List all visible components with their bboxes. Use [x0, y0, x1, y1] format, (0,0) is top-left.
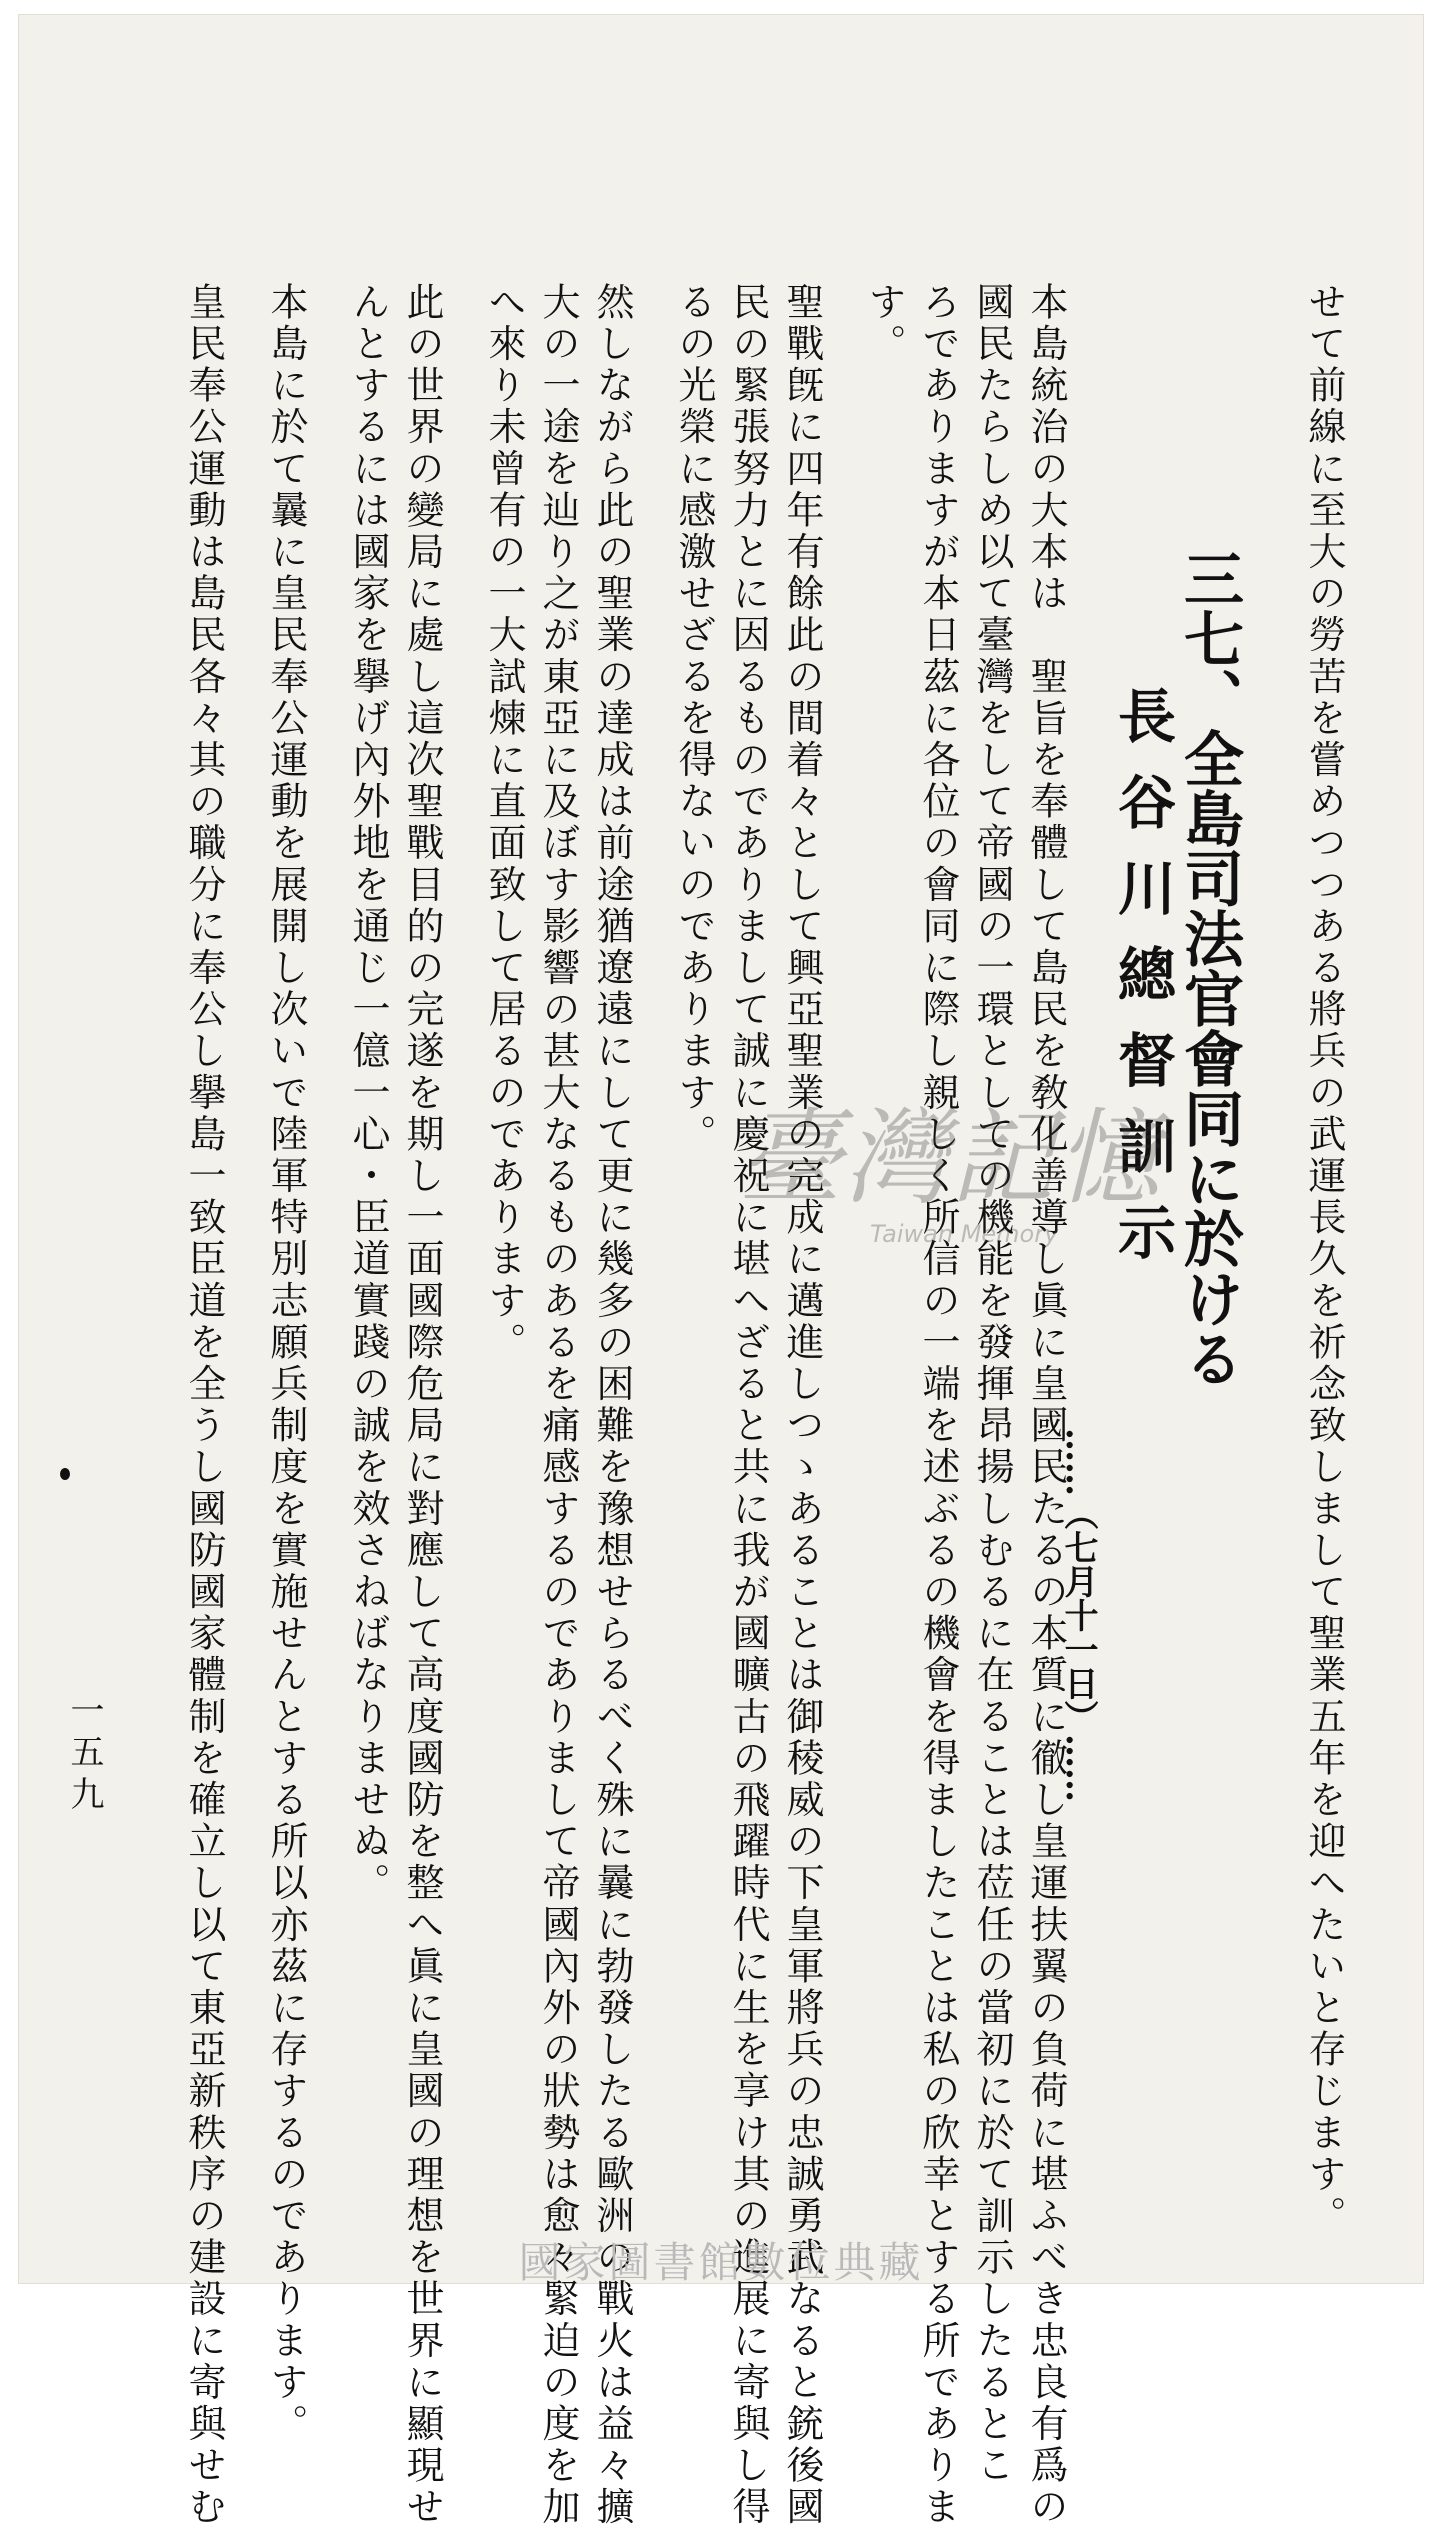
body-line: 本島に於て曩に皇民奉公運動を展開し次いで陸軍特別志願兵制度を實施せんとする所以亦茲に存するのであります。 — [264, 282, 308, 2446]
body-line: 皇民奉公運動は島民各々其の職分に奉公し擧島一致臣道を全うし國防國家體制を確立し以て東亞新秩序の建設に寄與せむ — [182, 282, 226, 2528]
watermark-subtext: Taiwan Memory — [870, 1220, 1059, 1248]
prev-section-line: せて前線に至大の勞苦を嘗めつつある將兵の武運長久を祈念致しまして聖業五年を迎へたいと存じます。 — [1302, 282, 1346, 2238]
body-line: ろでありますが本日茲に各位の會同に際し親しく所信の一端を述ぶるの機會を得ましたことは私の欣幸とする所でありま — [916, 282, 960, 2528]
ink-dot — [60, 1468, 70, 1480]
body-line: 聖戰旣に四年有餘此の間着々として興亞聖業の完成に邁進しつゝあることは御稜威の下皇軍將兵の忠誠勇武なると銃後國 — [780, 282, 824, 2528]
watermark-text: 臺灣記憶 — [738, 1097, 1163, 1219]
body-line: 然しながら此の聖業の達成は前途猶遼遠にして更に幾多の困難を豫想せらるべく殊に曩に勃發したる歐洲の戰火は益々擴 — [590, 282, 634, 2528]
body-line: 此の世界の變局に處し這次聖戰目的の完遂を期し一面國際危局に對應して高度國防を整へ眞に皇國の理想を世界に顯現せ — [400, 282, 444, 2528]
section-title: 三七、全島司法官會同に於ける — [1174, 548, 1244, 1388]
body-line: 國民たらしめ以て臺灣をして帝國の一環としての機能を發揮昂揚しむるに在ることは莅任の當初に於て訓示したるとこ — [970, 282, 1014, 2487]
page-number: 一五九 — [64, 1692, 104, 1818]
footer-credit: 國家圖書館數位典藏 — [518, 2238, 924, 2287]
body-line: 大の一途を辿り之が東亞に及ぼす影響の甚大なるものあるを痛感するのでありまして帝國內外の狀勢は愈々緊迫の度を加 — [536, 282, 580, 2528]
speech-byline: 長谷川總督訓示 — [1108, 686, 1176, 1288]
body-line: す。 — [862, 282, 906, 366]
body-line: るの光榮に感激せざるを得ないのであります。 — [672, 282, 716, 1156]
speech-date: ……（七月十一日）…… — [1058, 1428, 1098, 1802]
body-line: 本島統治の大本は 聖旨を奉體して島民を敎化善導し眞に皇國民たるの本質に徹し皇運扶翼の負荷に堪ふべき忠良有爲の — [1024, 282, 1068, 2528]
body-line: 民の緊張努力とに因るものでありまして誠に慶祝に堪へざると共に我が國曠古の飛躍時代に生を享け其の進展に寄與し得 — [726, 282, 770, 2528]
watermark-logo — [738, 1098, 1188, 1268]
body-line: んとするには國家を擧げ內外地を通じ一億一心・臣道實踐の誠を效さねばなりませぬ。 — [346, 282, 390, 1905]
body-line: へ來り未曾有の一大試煉に直面致して居るのであります。 — [482, 282, 526, 1364]
